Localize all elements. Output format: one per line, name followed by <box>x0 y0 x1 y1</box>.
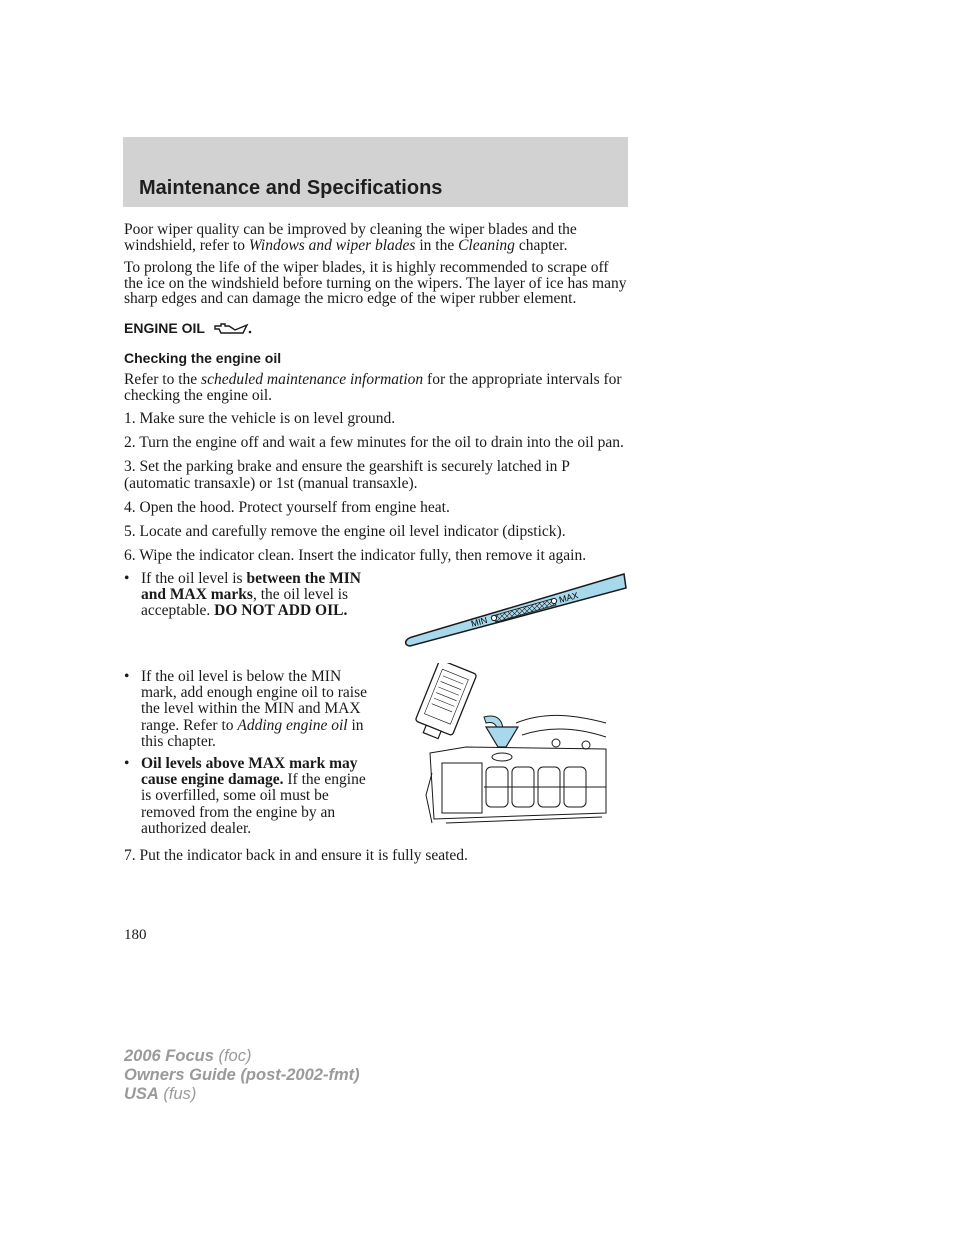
text: 2006 Focus <box>124 1047 214 1065</box>
text: , the oil level is acceptable. <box>141 586 349 620</box>
text: If the oil level is <box>141 570 247 587</box>
intro-paragraph-1 <box>124 222 629 253</box>
text: in the <box>415 236 459 254</box>
text: Oil levels above MAX mark may cause engine damage. <box>141 755 358 789</box>
footer-line-1 <box>124 1047 360 1066</box>
intro-paragraph-2: To prolong the life of the wiper blades, it is highly recommended to scrape off the ice on the windshield before turning on the wipers. The layer of ice has many sharp edges and can damage the micro edge of the wiper rubber element. <box>124 259 627 307</box>
footer-line-3 <box>124 1085 360 1104</box>
checking-intro <box>124 372 629 403</box>
step-1: 1. Make sure the vehicle is on level ground. <box>124 410 396 427</box>
text: DO NOT ADD OIL. <box>214 602 348 620</box>
bullet-item <box>124 571 374 620</box>
checking-oil-subheading: Checking the engine oil <box>124 349 282 366</box>
min-mark <box>491 615 496 620</box>
dipstick-illustration <box>402 571 628 651</box>
max-mark <box>551 598 556 603</box>
text: Poor wiper quality can be improved by cleaning the wiper blades and the windshield, refer to <box>124 221 577 254</box>
text: between the MIN and MAX marks <box>141 570 361 604</box>
section-header <box>123 137 628 207</box>
text: Owners Guide (post-2002-fmt) <box>124 1066 360 1084</box>
bullet-dot: • <box>124 570 130 587</box>
heading-text: ENGINE OIL <box>124 319 205 336</box>
funnel <box>486 727 518 747</box>
step-2: 2. Turn the engine off and wait a few minutes for the oil to drain into the oil pan. <box>124 434 624 451</box>
step-3: 3. Set the parking brake and ensure the gearshift is securely latched in P (automatic transaxle) or 1st (manual transaxle). <box>124 458 570 492</box>
page-number: 180 <box>124 927 147 943</box>
bullet-dot: • <box>124 668 130 685</box>
cross-reference: Windows and wiper blades <box>248 236 416 254</box>
section-title: Maintenance and Specifications <box>139 177 443 199</box>
step-4: 4. Open the hood. Protect yourself from engine heat. <box>124 499 450 516</box>
text: If the oil level is below the MIN mark, add enough engine oil to raise the level within the MIN and MAX range. Refer to <box>141 668 367 734</box>
bullet-dot: • <box>124 755 130 773</box>
bullet-block-2 <box>124 669 629 845</box>
bullet-item <box>124 756 374 837</box>
footer-line-2 <box>124 1066 360 1085</box>
text: chapter. <box>514 236 568 254</box>
text: for the appropriate intervals for checking the engine oil. <box>124 371 622 404</box>
step-6: 6. Wipe the indicator clean. Insert the indicator fully, then remove it again. <box>124 547 587 564</box>
min-label: MIN <box>469 615 489 629</box>
text: USA <box>124 1085 159 1103</box>
text: (foc) <box>213 1047 252 1065</box>
adding-oil-illustration <box>406 663 612 831</box>
document-footer <box>124 1047 360 1104</box>
cross-reference: Cleaning <box>458 236 515 254</box>
text: (fus) <box>158 1085 197 1103</box>
cross-reference: scheduled maintenance information <box>201 371 424 388</box>
oil-can-icon <box>213 321 253 337</box>
bullet-block-1 <box>124 571 629 669</box>
step-7: 7. Put the indicator back in and ensure it is fully seated. <box>124 847 468 864</box>
text: If the engine is overfilled, some oil must be removed from the engine by an authorized dealer. <box>141 771 366 837</box>
max-label: MAX <box>557 590 580 605</box>
text: in this chapter. <box>141 716 364 750</box>
cross-reference: Adding engine oil <box>237 716 348 734</box>
bullet-item <box>124 669 374 750</box>
step-5: 5. Locate and carefully remove the engine oil level indicator (dipstick). <box>124 523 566 540</box>
oil-bottle <box>412 663 477 743</box>
filler-cap <box>492 753 512 761</box>
page-content <box>124 222 629 871</box>
text: Refer to the <box>124 371 202 388</box>
engine-oil-heading <box>124 321 629 337</box>
